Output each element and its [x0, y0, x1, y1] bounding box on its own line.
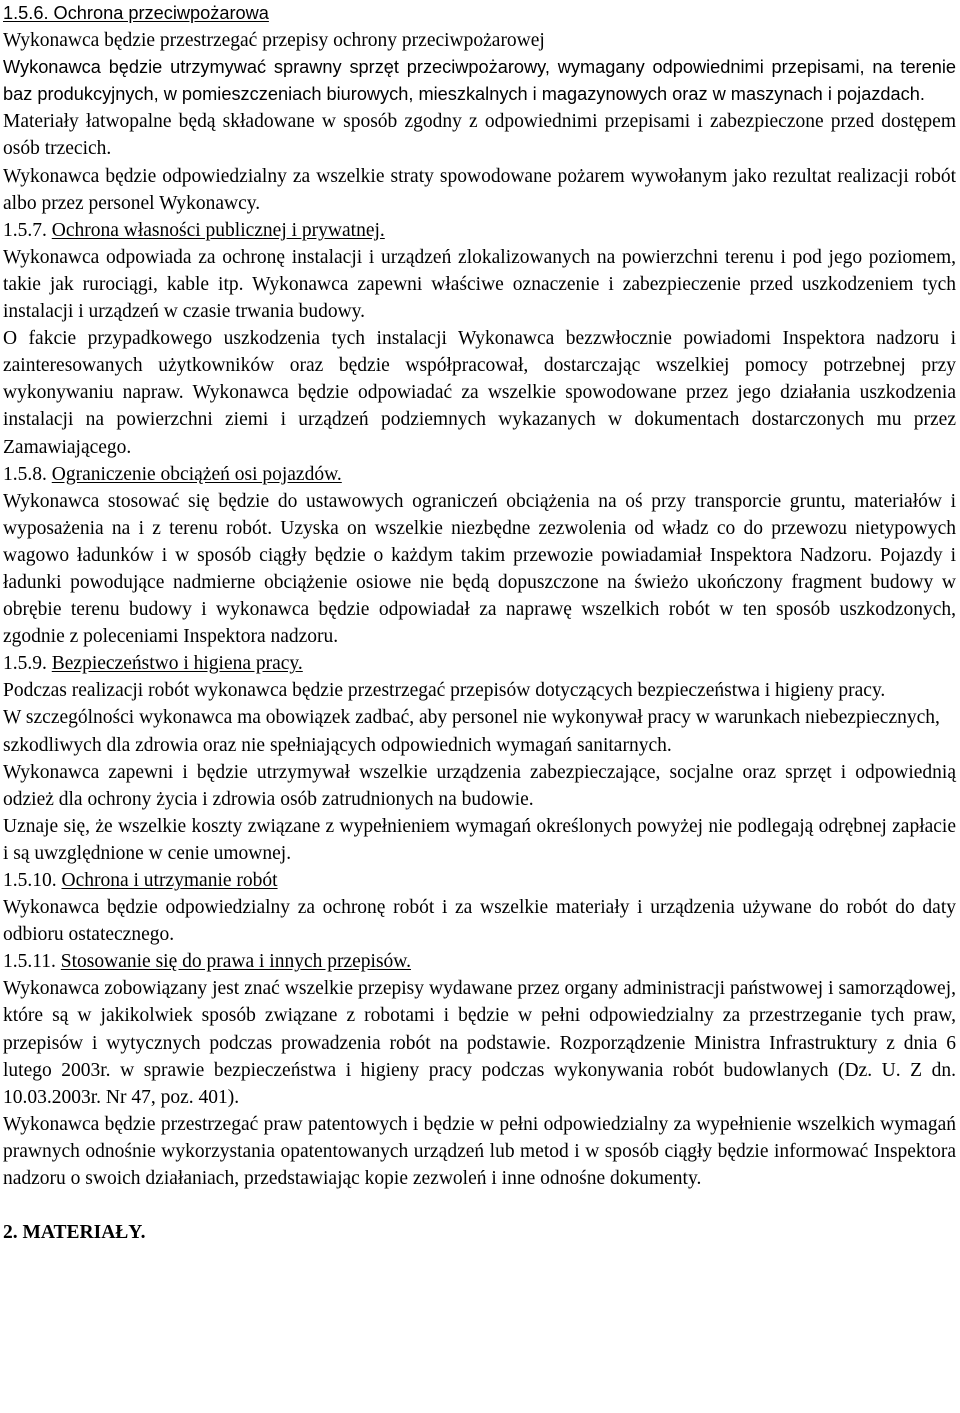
paragraph: Wykonawca będzie odpowiedzialny za wszelkie straty spowodowane pożarem wywołanym jako rezultat realizacji robót albo przez personel Wykonawcy.: [3, 165, 956, 214]
chapter-heading-materialy: 2. MATERIAŁY.: [3, 1222, 146, 1244]
paragraph: Wykonawca będzie przestrzegać praw patentowych i będzie w pełni odpowiedzialny za wypełnienie wszelkich wymagań prawnych odnośnie wykorzystania opatentowanych urządzeń lub metod i w sposób ciągły będzie informować Inspektora nadzoru o swoich działaniach, przedstawiając kopie zezwoleń i inne odnośne dokumenty.: [3, 1113, 956, 1190]
section-heading-1-5-9: 1.5.9. Bezpieczeństwo i higiena pracy.: [3, 653, 303, 675]
paragraph: O fakcie przypadkowego uszkodzenia tych instalacji Wykonawca bezzwłocznie powiadomi Inspektora nadzoru i zainteresowanych użytkowników oraz będzie współpracował, dostarczając wszelkiej pomocy potrzebnej przy wykonywaniu napraw. Wykonawca będzie odpowiadać za wszelkie spowodowane przez jego działania uszkodzenia instalacji na powierzchni ziemi i urządzeń podziemnych wykazanych w dokumentach dostarczonych mu przez Zamawiającego.: [3, 328, 956, 458]
paragraph: Uznaje się, że wszelkie koszty związane z wypełnieniem wymagań określonych powyżej nie podlegają odrębnej zapłacie i są uwzględnione w cenie umownej.: [3, 815, 956, 864]
section-heading-1-5-7: 1.5.7. Ochrona własności publicznej i prywatnej.: [3, 219, 385, 241]
paragraph: Wykonawca zobowiązany jest znać wszelkie przepisy wydawane przez organy administracji państwowej i samorządowej, które są w jakikolwiek sposób związane z robotami i będzie w pełni odpowiedzialny za przestrzeganie tych praw, przepisów i wytycznych podczas prowadzenia robót na podstawie. Rozporządzenie Ministra Infrastruktury z dnia 6 lutego 2003r. w sprawie bezpieczeństwa i higieny pracy podczas wykonywania robót budowlanych (Dz. U. Z dn. 10.03.2003r. Nr 47, poz. 401).: [3, 978, 956, 1108]
document-page: [3, 0, 956, 1246]
paragraph: szkodliwych dla zdrowia oraz nie spełniających odpowiednich wymagań sanitarnych.: [3, 734, 672, 756]
paragraph: Wykonawca stosować się będzie do ustawowych ograniczeń obciążenia na oś przy transporcie gruntu, materiałów i wyposażenia na i z terenu robót. Uzyska on wszelkie niezbędne zezwolenia od władz co do przewozu nietypowych wagowo ładunków i w sposób ciągły będzie o każdym takim przewozie powiadamiał Inspektora Nadzoru. Pojazdy i ładunki powodujące nadmierne obciążenie osiowe nie będą dopuszczone na świeżo ukończony fragment budowy w obrębie terenu budowy i wykonawca będzie odpowiadał za naprawę wszelkich robót w ten sposób uszkodzonych, zgodnie z poleceniami Inspektora nadzoru.: [3, 490, 956, 648]
paragraph: Wykonawca odpowiada za ochronę instalacji i urządzeń zlokalizowanych na powierzchni terenu i pod jego poziomem, takie jak rurociągi, kable itp. Wykonawca zapewni właściwe oznaczenie i zabezpieczenie przed uszkodzeniem tych instalacji i urządzeń w czasie trwania budowy.: [3, 246, 956, 323]
paragraph: Materiały łatwopalne będą składowane w sposób zgodny z odpowiednimi przepisami i zabezpieczone przed dostępem osób trzecich.: [3, 111, 956, 160]
paragraph: Wykonawca będzie przestrzegać przepisy ochrony przeciwpożarowej: [3, 30, 545, 52]
paragraph: Wykonawca będzie odpowiedzialny za ochronę robót i za wszelkie materiały i urządzenia używane do robót do daty odbioru ostatecznego.: [3, 897, 956, 946]
section-heading-1-5-8: 1.5.8. Ograniczenie obciążeń osi pojazdów.: [3, 463, 342, 485]
section-heading-1-5-6: 1.5.6. Ochrona przeciwpożarowa: [3, 3, 269, 23]
section-heading-1-5-11: 1.5.11. Stosowanie się do prawa i innych przepisów.: [3, 951, 411, 973]
paragraph: Podczas realizacji robót wykonawca będzie przestrzegać przepisów dotyczących bezpieczeństwa i higieny pracy.: [3, 680, 886, 702]
paragraph: W szczególności wykonawca ma obowiązek zadbać, aby personel nie wykonywał pracy w warunkach niebezpiecznych,: [3, 707, 940, 729]
paragraph: Wykonawca zapewni i będzie utrzymywał wszelkie urządzenia zabezpieczające, socjalne oraz sprzęt i odpowiednią odzież dla ochrony życia i zdrowia osób zatrudnionych na budowie.: [3, 761, 956, 810]
spacer: [3, 1192, 956, 1219]
paragraph: Wykonawca będzie utrzymywać sprawny sprzęt przeciwpożarowy, wymagany odpowiednimi przepisami, na terenie baz produkcyjnych, w pomieszczeniach biurowych, mieszkalnych i magazynowych oraz w maszynach i pojazdach.: [3, 57, 956, 105]
section-heading-1-5-10: 1.5.10. Ochrona i utrzymanie robót: [3, 870, 278, 891]
